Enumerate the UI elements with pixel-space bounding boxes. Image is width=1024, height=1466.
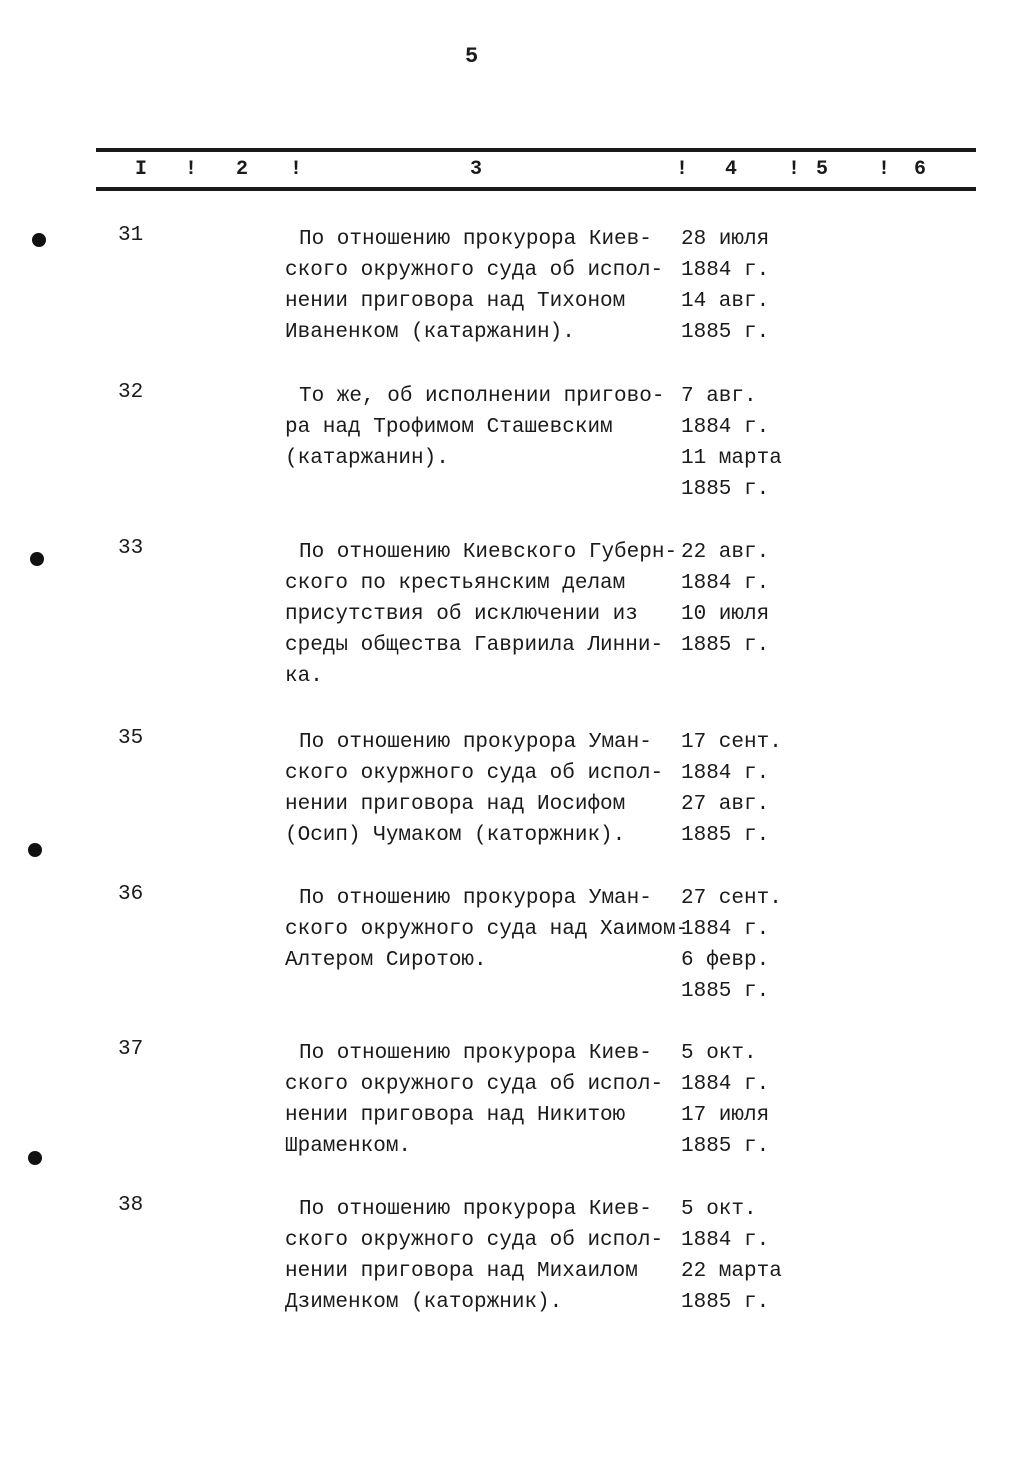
entry-number: 36	[118, 883, 144, 906]
date-line: 1885 г.	[681, 321, 770, 344]
date-line: 1884 г.	[681, 1229, 770, 1252]
punch-hole-mark	[28, 1151, 42, 1165]
entry-description	[285, 224, 680, 348]
description-line: Иваненком (катаржанин).	[285, 321, 575, 344]
date-line: 1885 г.	[681, 1291, 770, 1314]
date-line: 1885 г.	[681, 980, 770, 1003]
date-line: 17 июля	[681, 1104, 770, 1127]
date-line: 1884 г.	[681, 1073, 770, 1096]
description-line: ра над Трофимом Сташевским	[285, 416, 613, 439]
date-line: 1885 г.	[681, 1135, 770, 1158]
date-line: 5 окт.	[681, 1042, 757, 1065]
description-line: То же, об исполнении пригово-	[299, 385, 665, 408]
date-line: 28 июля	[681, 228, 770, 251]
entry-number: 33	[118, 537, 144, 560]
description-line: ского окружного суда об испол-	[285, 1073, 664, 1096]
entry-description	[285, 883, 689, 976]
description-line: нении приговора над Михаилом	[285, 1260, 638, 1283]
description-line: По отношению прокурора Киев-	[299, 228, 652, 251]
date-line: 27 сент.	[681, 887, 782, 910]
description-line: По отношению прокурора Уман-	[299, 887, 652, 910]
date-line: 7 авг.	[681, 385, 757, 408]
description-line: По отношению прокурора Уман-	[299, 731, 652, 754]
header-separator: !	[788, 158, 801, 181]
table-header-bottom-rule	[96, 187, 976, 191]
description-line: По отношению прокурора Киев-	[299, 1042, 652, 1065]
date-line: 6 февр.	[681, 949, 770, 972]
header-col-4: 4	[725, 158, 738, 181]
entry-number: 37	[118, 1038, 144, 1061]
description-line: По отношению Киевского Губерн-	[299, 541, 678, 564]
entry-dates	[681, 1038, 801, 1162]
entry-dates	[681, 1194, 801, 1318]
description-line: ского окружного суда об испол-	[285, 259, 664, 282]
entry-description	[285, 1194, 680, 1318]
date-line: 1884 г.	[681, 918, 770, 941]
table-header-top-rule	[96, 148, 976, 152]
date-line: 17 сент.	[681, 731, 782, 754]
punch-hole-mark	[32, 233, 46, 247]
header-col-2: 2	[236, 158, 249, 181]
date-line: 1885 г.	[681, 478, 770, 501]
date-line: 1884 г.	[681, 572, 770, 595]
description-line: Шраменком.	[285, 1135, 412, 1158]
entry-description	[285, 1038, 680, 1162]
date-line: 1885 г.	[681, 634, 770, 657]
date-line: 1884 г.	[681, 762, 770, 785]
description-line: Алтером Сиротою.	[285, 949, 487, 972]
entry-number: 31	[118, 224, 144, 247]
description-line: ского по крестьянским делам	[285, 572, 626, 595]
header-col-6: 6	[914, 158, 927, 181]
entry-number: 32	[118, 381, 144, 404]
entry-dates	[681, 727, 801, 851]
date-line: 1884 г.	[681, 416, 770, 439]
entry-description	[285, 381, 680, 474]
date-line: 1885 г.	[681, 824, 770, 847]
description-line: нении приговора над Иосифом	[285, 793, 626, 816]
date-line: 14 авг.	[681, 290, 770, 313]
entry-dates	[681, 883, 801, 1007]
description-line: По отношению прокурора Киев-	[299, 1198, 652, 1221]
description-line: ского окружного суда об испол-	[285, 1229, 664, 1252]
entry-dates	[681, 537, 801, 661]
description-line: среды общества Гавриила Линни-	[285, 634, 664, 657]
header-col-5: 5	[816, 158, 829, 181]
entry-dates	[681, 381, 801, 505]
page-number: 5	[465, 44, 479, 69]
punch-hole-mark	[30, 552, 44, 566]
description-line: Дзименком (каторжник).	[285, 1291, 563, 1314]
header-separator: !	[878, 158, 891, 181]
description-line: ского окружного суда над Хаимом-	[285, 918, 689, 941]
date-line: 1884 г.	[681, 259, 770, 282]
date-line: 10 июля	[681, 603, 770, 626]
date-line: 5 окт.	[681, 1198, 757, 1221]
description-line: присутствия об исключении из	[285, 603, 638, 626]
description-line: ка.	[285, 665, 323, 688]
entry-number: 38	[118, 1194, 144, 1217]
entry-description	[285, 537, 680, 692]
entry-description	[285, 727, 680, 851]
punch-hole-mark	[28, 843, 42, 857]
description-line: (катаржанин).	[285, 447, 449, 470]
entry-dates	[681, 224, 801, 348]
description-line: нении приговора над Никитою	[285, 1104, 626, 1127]
header-col-1: I	[135, 158, 148, 181]
header-separator: !	[185, 158, 198, 181]
header-separator: !	[676, 158, 689, 181]
description-line: (Осип) Чумаком (каторжник).	[285, 824, 626, 847]
date-line: 11 марта	[681, 447, 782, 470]
header-separator: !	[290, 158, 303, 181]
date-line: 22 марта	[681, 1260, 782, 1283]
date-line: 27 авг.	[681, 793, 770, 816]
header-col-3: 3	[470, 158, 483, 181]
description-line: ского окуржного суда об испол-	[285, 762, 664, 785]
date-line: 22 авг.	[681, 541, 770, 564]
description-line: нении приговора над Тихоном	[285, 290, 626, 313]
entry-number: 35	[118, 727, 144, 750]
